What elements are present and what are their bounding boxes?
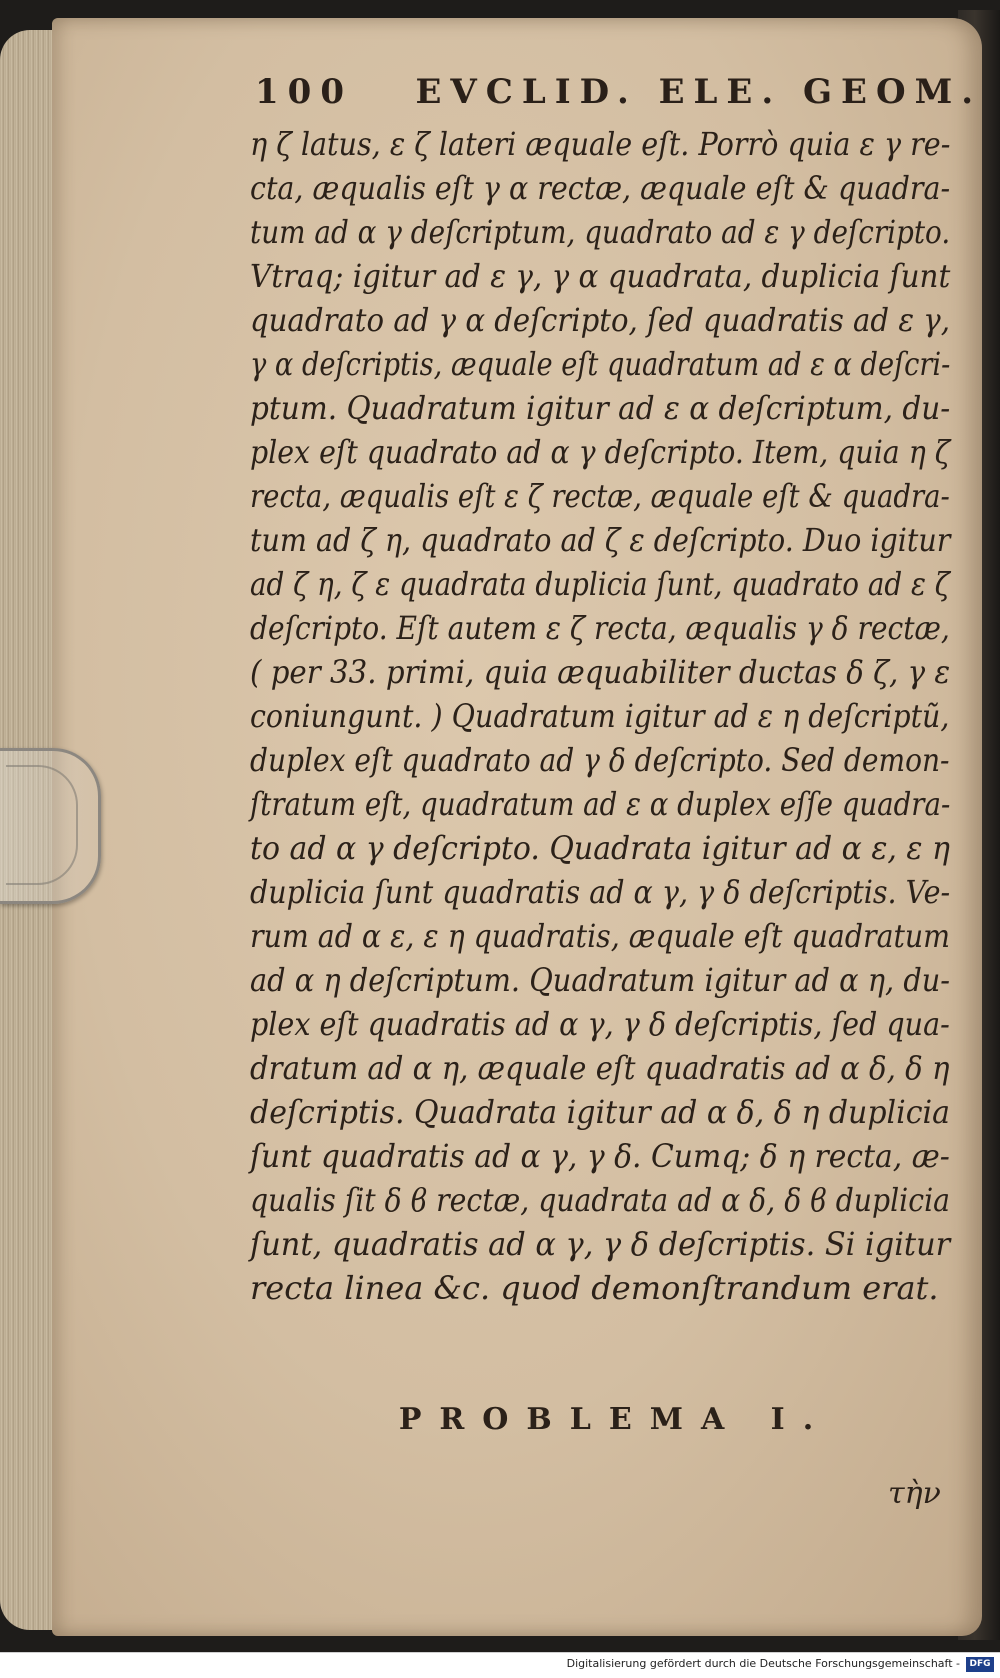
text-line: coniungunt. ) Quadratum igitur ad ε η deſcriptũ, [250, 697, 950, 735]
text-line: to ad α γ deſcripto. Quadrata igitur ad α ε, ε η [250, 829, 950, 867]
text-line: ſunt quadratis ad α γ, γ δ. Cumq; δ η recta, æ- [250, 1137, 950, 1175]
running-header [255, 72, 983, 112]
footer-credit: Digitalisierung gefördert durch die Deutsche Forschungsgemeinschaft - [566, 1657, 960, 1670]
text-line: duplicia ſunt quadratis ad α γ, γ δ deſcriptis. Ve- [250, 873, 951, 911]
text-line: deſcriptis. Quadrata igitur ad α δ, δ η duplicia [250, 1093, 950, 1131]
text-line: η ζ latus, ε ζ lateri æquale eſt. Porrò quia ε γ re- [250, 125, 951, 163]
text-line: cta, æqualis eſt γ α rectæ, æquale eſt & quadra- [250, 169, 951, 207]
text-line: quadrato ad γ α deſcripto, ſed quadratis ad ε γ, [250, 301, 950, 339]
text-line: ptum. Quadratum igitur ad ε α deſcriptum, du- [250, 389, 951, 427]
text-line: plex eſt quadratis ad α γ, γ δ deſcriptis, ſed qua- [250, 1005, 950, 1043]
dfg-logo: DFG [966, 1657, 994, 1672]
text-line: ad ζ η, ζ ε quadrata duplicia ſunt, quadrato ad ε ζ [250, 565, 950, 603]
running-title: EVCLID. ELE. GEOM. [415, 72, 983, 112]
text-line: γ α deſcriptis, æquale eſt quadratum ad ε α deſcri- [250, 345, 951, 383]
page-clip-inner [6, 765, 78, 885]
footer-bar [0, 1652, 1000, 1678]
text-line: duplex eſt quadrato ad γ δ deſcripto. Sed demon- [250, 741, 950, 779]
page-clip [0, 748, 101, 904]
text-line: ad α η deſcriptum. Quadratum igitur ad α η, du- [250, 961, 951, 999]
section-heading: PROBLEMA I. [398, 1402, 832, 1437]
text-line: rum ad α ε, ε η quadratis, æquale eſt quadratum [250, 917, 951, 955]
page-number: 100 [255, 72, 353, 112]
text-line: dratum ad α η, æquale eſt quadratis ad α δ, δ η [250, 1049, 950, 1087]
text-line: tum ad α γ deſcriptum, quadrato ad ε γ deſcripto. [250, 213, 951, 251]
catchword: τὴν [888, 1476, 941, 1511]
text-line: ſunt, quadratis ad α γ, γ δ deſcriptis. Si igitur [250, 1225, 951, 1263]
body-text [250, 122, 950, 1310]
text-line: tum ad ζ η, quadrato ad ζ ε deſcripto. Duo igitur [250, 521, 951, 559]
text-line: deſcripto. Eſt autem ε ζ recta, æqualis γ δ rectæ, [250, 609, 950, 647]
text-line: recta linea &c. quod demonſtrandum erat. [250, 1269, 939, 1307]
text-line: qualis ſit δ ϐ rectæ, quadrata ad α δ, δ ϐ duplicia [250, 1181, 950, 1219]
text-line: recta, æqualis eſt ε ζ rectæ, æquale eſt & quadra- [250, 477, 950, 515]
text-line: ſtratum eſt, quadratum ad ε α duplex eſſe quadra- [250, 785, 951, 823]
text-line: ( per 33. primi, quia æquabiliter ductas δ ζ, γ ε [250, 653, 951, 691]
text-line: Vtraq; igitur ad ε γ, γ α quadrata, duplicia ſunt [250, 257, 951, 295]
text-line: plex eſt quadrato ad α γ deſcripto. Item, quia η ζ [250, 433, 951, 471]
